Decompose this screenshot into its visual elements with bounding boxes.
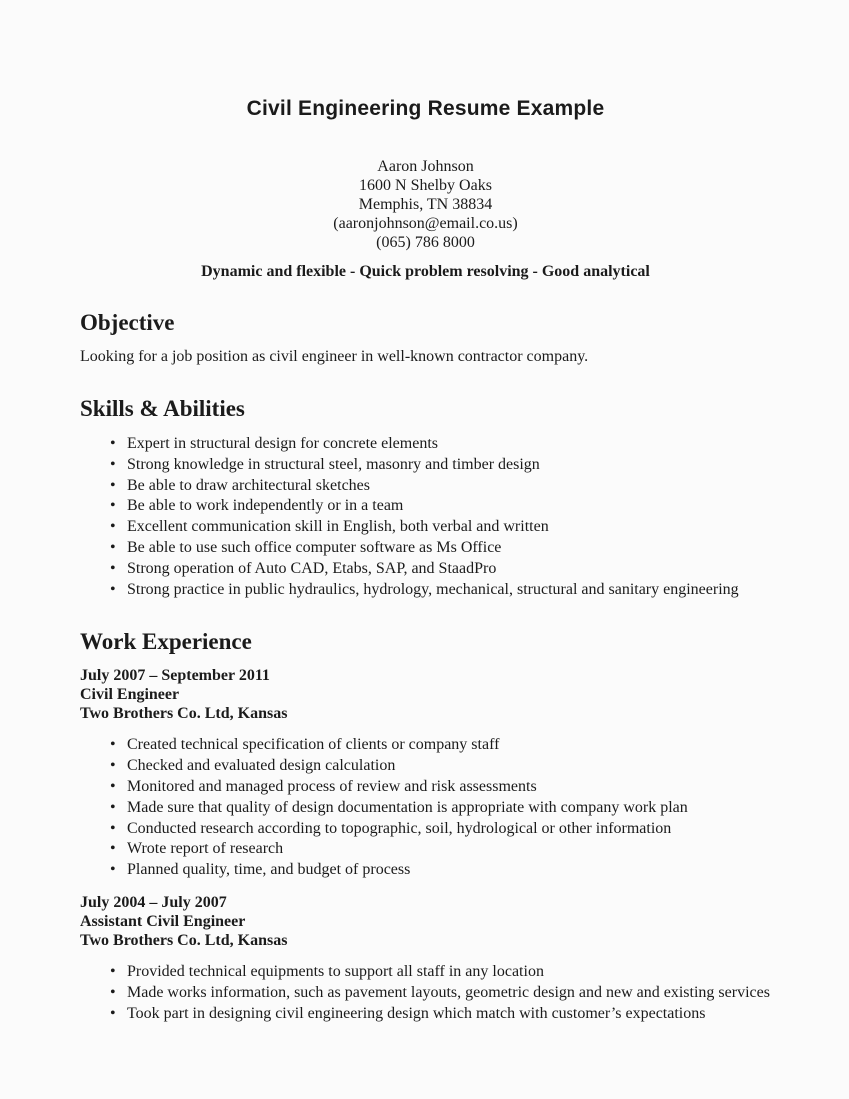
page-title: Civil Engineering Resume Example [246,97,605,120]
list-item: • Expert in structural design for concrete elements [80,434,771,455]
contact-name: Aaron Johnson [377,158,474,175]
work-experience-heading: Work Experience [80,629,252,655]
skills-list [80,434,771,600]
job-title: Assistant Civil Engineer [80,912,246,930]
job-dates: July 2007 – September 2011 [80,667,270,685]
list-item: • Wrote report of research [80,839,771,860]
job-header [80,666,771,723]
contact-address-street: 1600 N Shelby Oaks [359,177,492,194]
list-item: • Strong knowledge in structural steel, masonry and timber design [80,455,771,476]
job-dates: July 2004 – July 2007 [80,893,227,911]
list-item: • Conducted research according to topographic, soil, hydrological or other information [80,819,771,840]
list-item: • Monitored and managed process of review and risk assessments [80,777,771,798]
list-item: • Strong practice in public hydraulics, hydrology, mechanical, structural and sanitary engineering [80,580,771,601]
job-title: Civil Engineer [80,686,180,704]
list-item: • Be able to use such office computer software as Ms Office [80,538,771,559]
list-item: • Checked and evaluated design calculation [80,756,771,777]
tagline: Dynamic and flexible - Quick problem resolving - Good analytical [201,263,650,280]
section-skills [80,396,771,600]
list-item: • Planned quality, time, and budget of process [80,860,771,881]
skills-heading: Skills & Abilities [80,396,245,421]
list-item: • Strong operation of Auto CAD, Etabs, SAP, and StaadPro [80,559,771,580]
contact-address-city: Memphis, TN 38834 [358,196,493,213]
objective-text: Looking for a job position as civil engineer in well-known contractor company. [80,348,589,365]
list-item: • Made works information, such as pavement layouts, geometric design and new and existing services [80,983,771,1004]
list-item: • Created technical specification of clients or company staff [80,735,771,756]
section-objective [80,310,771,367]
contact-email: (aaronjohnson@email.co.us) [333,215,518,232]
list-item: • Excellent communication skill in English, both verbal and written [80,517,771,538]
list-item: • Be able to work independently or in a team [80,496,771,517]
list-item: • Provided technical equipments to support all staff in any location [80,962,771,983]
job-company: Two Brothers Co. Ltd, Kansas [80,931,288,949]
contact-block [80,157,771,252]
job-bullets [80,962,771,1024]
list-item: • Took part in designing civil engineering design which match with customer’s expectations [80,1004,771,1025]
list-item: • Be able to draw architectural sketches [80,476,771,497]
job-company: Two Brothers Co. Ltd, Kansas [80,705,288,723]
job-entry-assistant-civil-engineer [80,893,771,1024]
job-bullets [80,735,771,881]
job-header [80,893,771,950]
section-work-experience [80,629,771,1024]
objective-heading: Objective [80,310,175,335]
contact-phone: (065) 786 8000 [376,234,475,251]
job-entry-civil-engineer [80,666,771,881]
list-item: • Made sure that quality of design documentation is appropriate with company work plan [80,798,771,819]
